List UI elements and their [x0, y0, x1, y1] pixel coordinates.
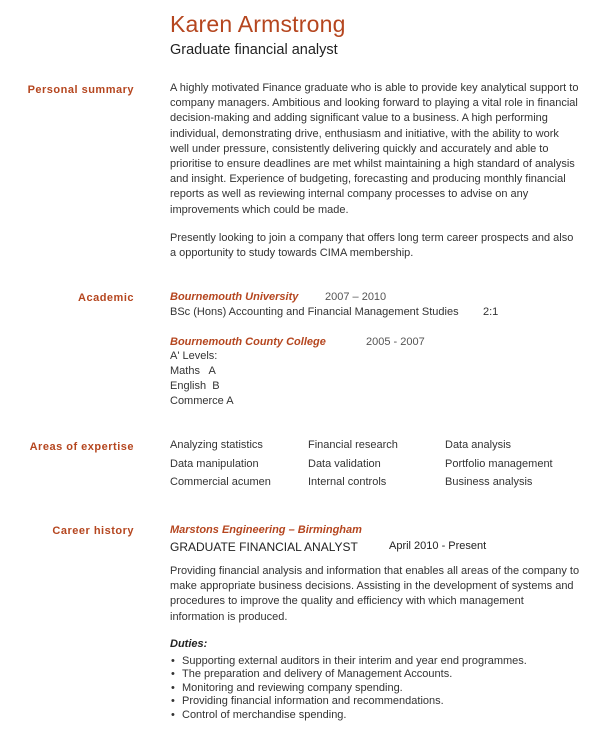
role-dates: April 2010 - Present	[389, 540, 487, 552]
employer-name: Marstons Engineering – Birmingham	[170, 524, 362, 536]
summary-paragraph-2: Presently looking to join a company that offers long term career prospects and also a opportunity to study towards CIMA membership.	[170, 232, 574, 260]
expertise-item: Business analysis	[445, 476, 533, 488]
expertise-item: Data validation	[308, 458, 381, 470]
degree-grade: 2:1	[483, 306, 499, 318]
duty-item: • Monitoring and reviewing company spending.	[182, 682, 590, 695]
duty-item: • Supporting external auditors in their interim and year end programmes.	[182, 655, 590, 668]
expertise-item: Analyzing statistics	[170, 439, 263, 451]
expertise-item: Commercial acumen	[170, 476, 271, 488]
a-level-item: English B	[170, 380, 220, 392]
school-name-1: Bournemouth University	[170, 291, 299, 303]
duty-item: • The preparation and delivery of Management Accounts.	[182, 668, 590, 681]
school-name-2: Bournemouth County College	[170, 336, 326, 348]
section-label-academic: Academic	[78, 292, 134, 304]
duties-title: Duties:	[170, 638, 208, 650]
school-dates-2: 2005 - 2007	[366, 336, 425, 348]
duty-item: • Providing financial information and recommendations.	[182, 695, 590, 708]
expertise-item: Financial research	[308, 439, 398, 451]
expertise-item: Internal controls	[308, 476, 387, 488]
role-title: GRADUATE FINANCIAL ANALYST	[170, 540, 358, 554]
section-label-career: Career history	[52, 525, 134, 537]
a-levels-title: A' Levels:	[170, 350, 218, 362]
section-label-expertise: Areas of expertise	[29, 441, 134, 453]
expertise-item: Data analysis	[445, 439, 512, 451]
role-description: Providing financial analysis and information that enables all areas of the company to make appropriate business decisions. Assisting in the development of systems and procedures to improve the quality and efficiency with which management information is produced.	[170, 565, 580, 623]
candidate-name: Karen Armstrong	[170, 11, 346, 37]
summary-paragraph-1: A highly motivated Finance graduate who is able to provide key analytical support to company managers. Ambitious and looking forward to playing a vital role in financial decision-making and adding significant value to a business. A high performing individual, demonstrating drive, enthusiasm and initiative, with the ability to work well under pressure, consistently delivering quickly and accurately and able to prioritise to ensure deadlines are met whilst maintaining a high standard of analysis and insight. Experience of budgeting, forecasting and producing monthly financial reports as well as reviewing internal company processes to advise on any improvements which could be made.	[170, 82, 579, 216]
section-label-summary: Personal summary	[27, 84, 134, 96]
degree: BSc (Hons) Accounting and Financial Management Studies	[170, 306, 459, 318]
school-dates-1: 2007 – 2010	[325, 291, 387, 303]
a-level-item: Commerce A	[170, 395, 234, 407]
duty-item: • Control of merchandise spending.	[182, 709, 590, 722]
expertise-item: Data manipulation	[170, 458, 259, 470]
a-level-item: Maths A	[170, 365, 216, 377]
expertise-item: Portfolio management	[445, 458, 553, 470]
job-title: Graduate financial analyst	[170, 42, 338, 58]
duties-list	[170, 655, 590, 722]
